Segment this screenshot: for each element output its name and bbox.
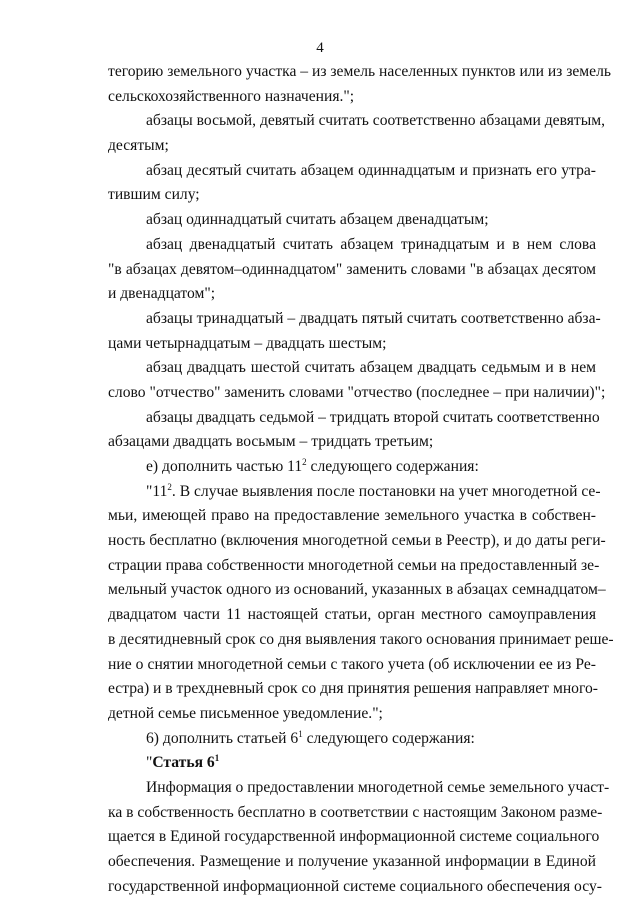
amendment-item-6: 6) дополнить статьей $6^1$ следующего содержания: xyxy=(146,728,475,747)
text-line: сельскохозяйственного назначения."; xyxy=(108,87,355,105)
text-line: цами четырнадцатым – двадцать шестым; xyxy=(108,334,387,352)
article-heading: "Статья $6^1$ xyxy=(146,753,220,772)
text-line: абзацы тринадцатый – двадцать пятый считать соответственно абза- xyxy=(146,309,601,327)
text-line: ка в собственность бесплатно в соответствии с настоящим Законом разме- xyxy=(108,803,603,821)
text-line: слово "отчество" заменить словами "отчество (последнее – при наличии)"; xyxy=(108,383,606,401)
amendment-item-e: е) дополнить частью $11^2$ следующего содержания: xyxy=(146,457,479,475)
text-line: абзацами двадцать восьмым – тридцать третьим; xyxy=(108,433,434,451)
text-line: Информация о предоставлении многодетной семье земельного участ- xyxy=(146,778,610,796)
text-line: абзац двадцать шестой считать абзацем двадцать седьмым и в нем xyxy=(146,359,596,377)
text-line: абзацы двадцать седьмой – тридцать второй считать соответственно xyxy=(146,408,600,426)
text-line: абзац одиннадцатый считать абзацем двенадцатым; xyxy=(146,211,489,229)
quoted-part-start: "$11^2$. В случае выявления после постановки на учет многодетной се- xyxy=(146,481,601,500)
text-line: щается в Единой государственной информационной системе социального xyxy=(108,828,600,846)
text-line: мьи, имеющей право на предоставление земельного участка в собствен- xyxy=(108,507,596,525)
text-line: и двенадцатом"; xyxy=(108,285,216,303)
text-line: ние о снятии многодетной семьи с такого учета (об исключении ее из Ре- xyxy=(108,655,596,673)
document-body xyxy=(108,60,614,899)
article-text xyxy=(108,776,610,899)
quoted-part-body xyxy=(108,504,614,726)
text-line: детной семье письменное уведомление."; xyxy=(108,704,383,722)
text-line: естра) и в трехдневный срок со дня принятия решения направляет много- xyxy=(108,680,598,698)
text-line: мельный участок одного из оснований, указанных в абзацах семнадцатом– xyxy=(108,581,606,599)
text-line: "в абзацах девятом–одиннадцатом" заменить словами "в абзацах десятом xyxy=(108,260,596,278)
text-line: государственной информационной системе социального обеспечения осу- xyxy=(108,877,602,895)
text-line: абзац двенадцатый считать абзацем тринадцатым и в нем слова xyxy=(146,235,596,253)
text-line: в десятидневный срок со дня выявления такого основания принимает реше- xyxy=(108,630,614,648)
text-line: десятым; xyxy=(108,137,169,155)
text-line: абзац десятый считать абзацем одиннадцатым и признать его утра- xyxy=(146,161,596,179)
text-line: ность бесплатно (включения многодетной семьи в Реестр), и до даты реги- xyxy=(108,532,606,550)
page-number: 4 xyxy=(316,40,324,56)
text-line: обеспечения. Размещение и получение указанной информации в Единой xyxy=(108,853,596,870)
amendment-paragraphs xyxy=(108,60,611,455)
text-line: страции права собственности многодетной семьи на предоставленный зе- xyxy=(108,556,600,574)
text-line: абзацы восьмой, девятый считать соответственно абзацами девятым, xyxy=(146,112,605,130)
text-line: тегорию земельного участка – из земель населенных пунктов или из земель xyxy=(108,63,611,80)
text-line: двадцатом части 11 настоящей статьи, орган местного самоуправления xyxy=(108,606,596,624)
text-line: тившим силу; xyxy=(108,186,200,204)
